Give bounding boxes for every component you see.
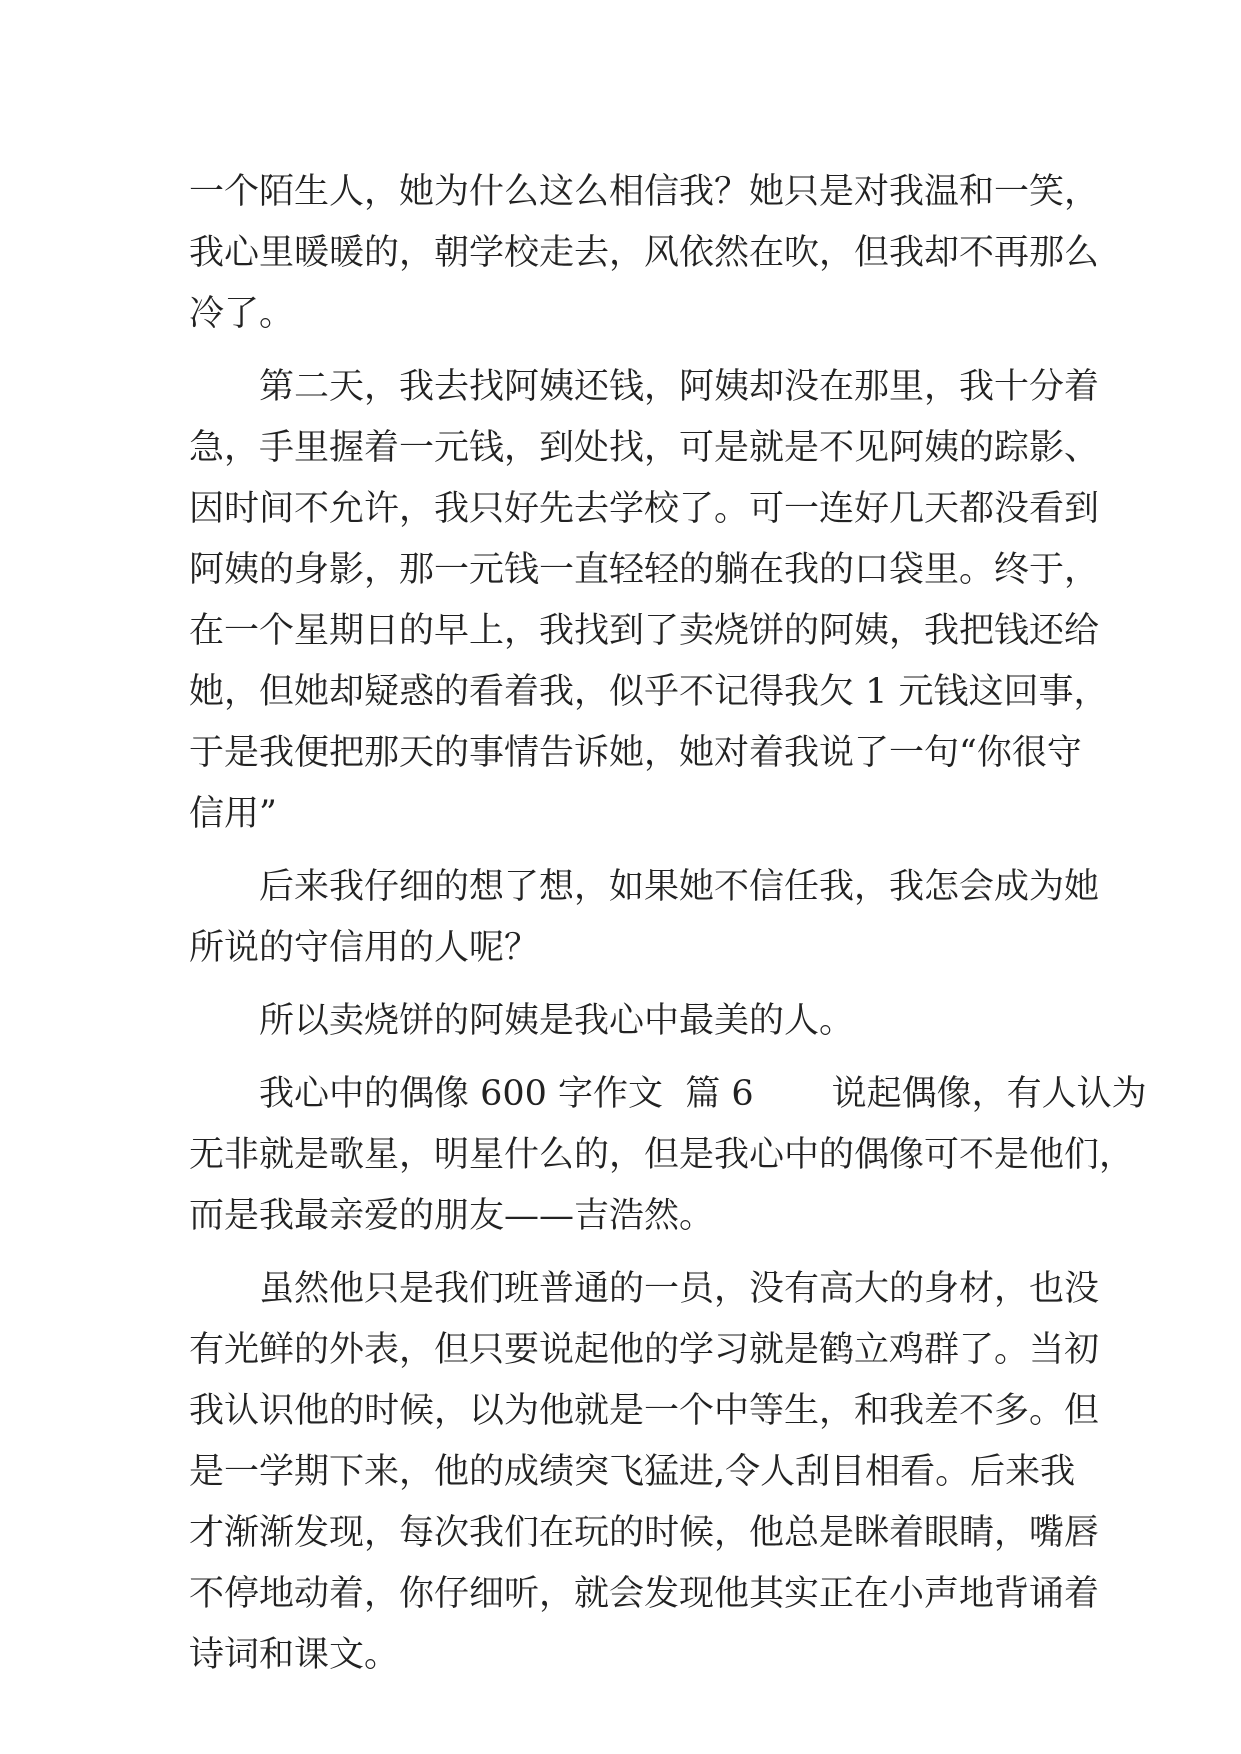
text-line: 后来我仔细的想了想，如果她不信任我，我怎会成为她 <box>259 867 1100 907</box>
text-line: 冷了。 <box>189 294 295 334</box>
text-line: 她，但她却疑惑的看着我，似乎不记得我欠 1 元钱这回事， <box>189 672 1109 712</box>
text-line: 在一个星期日的早上，我找到了卖烧饼的阿姨，我把钱还给 <box>189 611 1100 651</box>
text-line: 不停地动着，你仔细听，就会发现他其实正在小声地背诵着 <box>189 1574 1100 1614</box>
text-line: 所说的守信用的人呢？ <box>189 928 540 968</box>
paragraph <box>189 357 1109 845</box>
text-line: 所以卖烧饼的阿姨是我心中最美的人。 <box>259 1001 855 1041</box>
text-line: 第二天，我去找阿姨还钱，阿姨却没在那里，我十分着 <box>259 367 1100 407</box>
text-line: 于是我便把那天的事情告诉她，她对着我说了一句“你很守 <box>189 733 1082 773</box>
paragraph <box>189 1064 1147 1247</box>
text-line: 一个陌生人，她为什么这么相信我？她只是对我温和一笑， <box>189 172 1100 212</box>
text-line: 诗词和课文。 <box>189 1635 400 1675</box>
text-line: 信用” <box>189 794 277 834</box>
text-line: 我认识他的时候，以为他就是一个中等生，和我差不多。但 <box>189 1391 1100 1431</box>
text-line: 有光鲜的外表，但只要说起他的学习就是鹤立鸡群了。当初 <box>189 1330 1100 1370</box>
essay-body <box>189 162 1147 1686</box>
text-line: 无非就是歌星，明星什么的，但是我心中的偶像可不是他们， <box>189 1135 1135 1175</box>
text-line: 急，手里握着一元钱，到处找，可是就是不见阿姨的踪影、 <box>189 428 1100 468</box>
paragraph <box>189 162 1100 345</box>
text-line: 因时间不允许，我只好先去学校了。可一连好几天都没看到 <box>189 489 1100 529</box>
text-line: 我心中的偶像 600 字作文 篇 6 说起偶像，有人认为 <box>259 1074 1147 1114</box>
paragraph <box>189 991 1069 1052</box>
text-line: 虽然他只是我们班普通的一员，没有高大的身材，也没 <box>259 1269 1100 1309</box>
text-line: 阿姨的身影，那一元钱一直轻轻的躺在我的口袋里。终于， <box>189 550 1100 590</box>
text-line: 是一学期下来，他的成绩突飞猛进,令人刮目相看。后来我 <box>189 1452 1076 1492</box>
paragraph <box>189 1259 1100 1686</box>
text-line: 而是我最亲爱的朋友——吉浩然。 <box>189 1196 715 1236</box>
text-line: 我心里暖暖的，朝学校走去，风依然在吹，但我却不再那么 <box>189 233 1100 273</box>
paragraph <box>189 857 1100 979</box>
text-line: 才渐渐发现，每次我们在玩的时候，他总是眯着眼睛，嘴唇 <box>189 1513 1100 1553</box>
